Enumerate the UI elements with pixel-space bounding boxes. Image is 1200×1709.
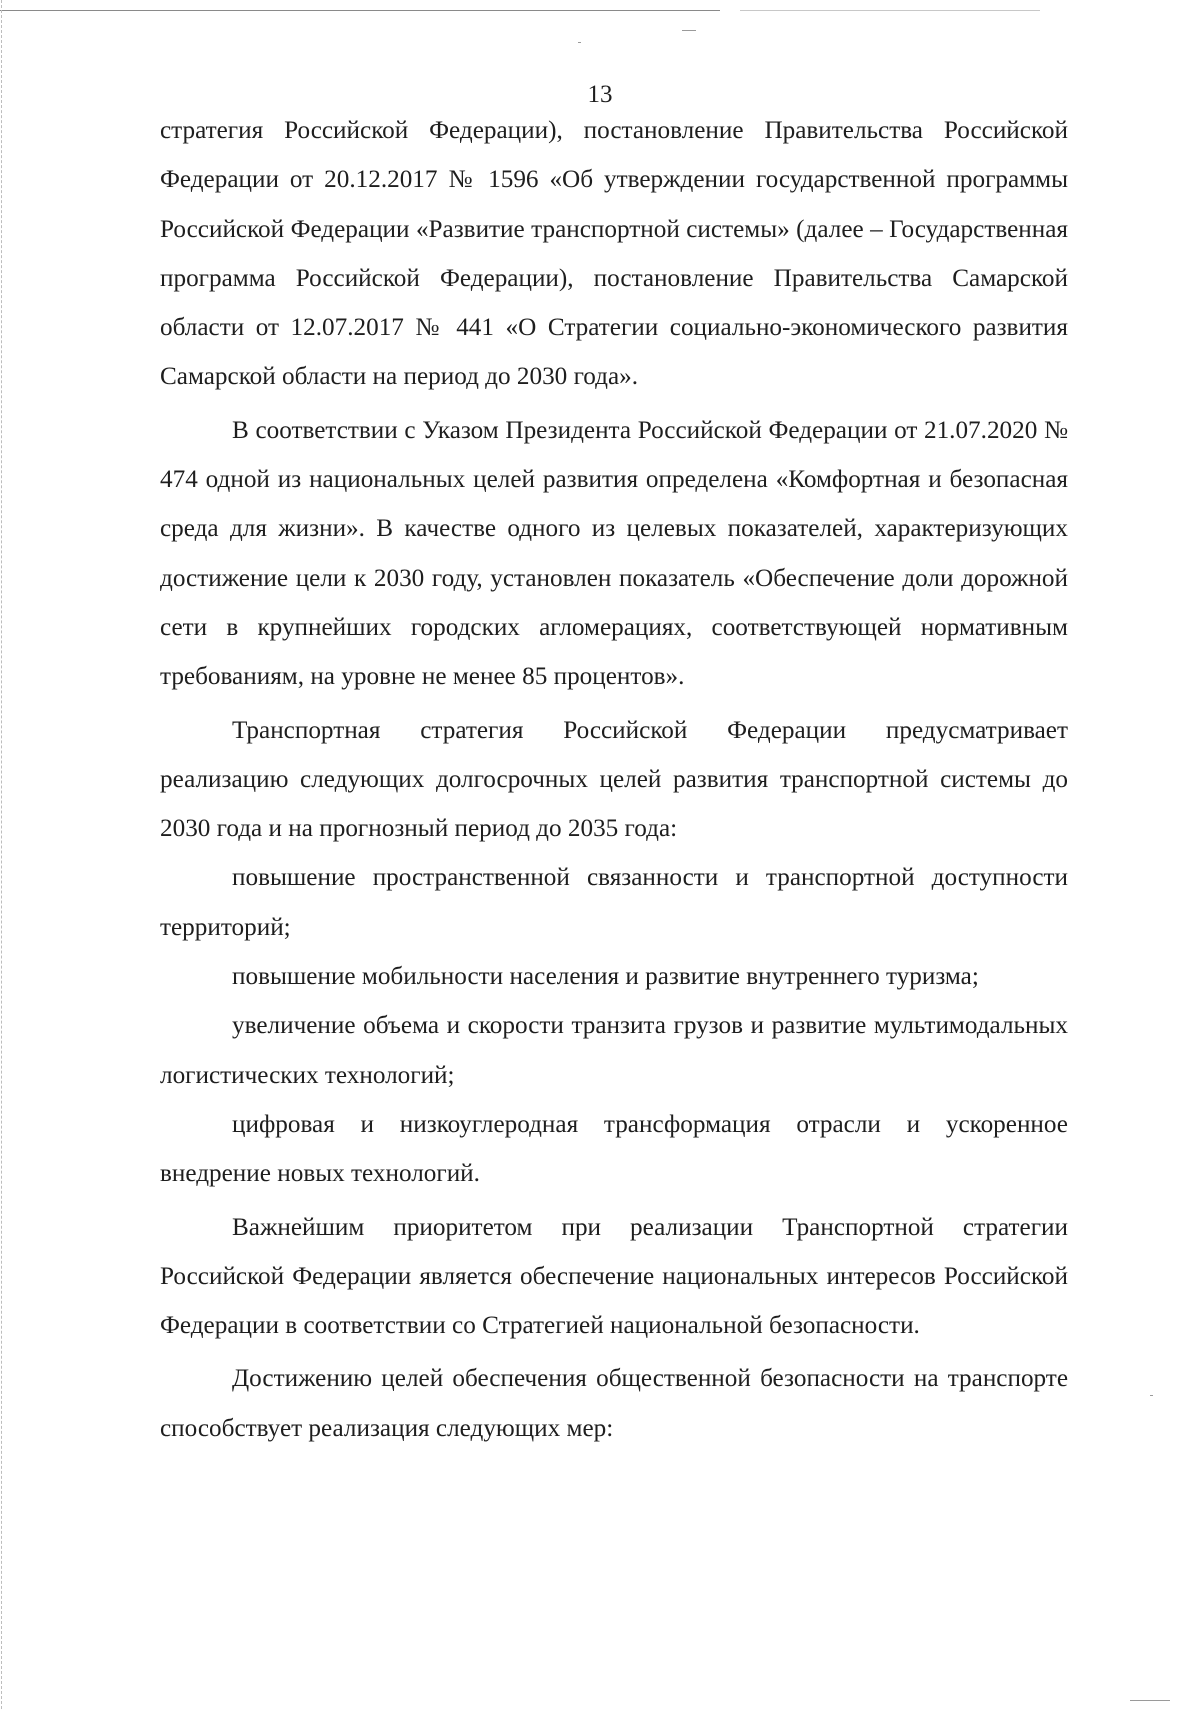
paragraph-continuation: стратегия Российской Федерации), постановление Правительства Российской Федерации от 20.12.2017 № 1596 «Об утверждении государственной программы Российской Федерации «Развитие транспортной системы» (далее – Государственная программа Российской Федерации), постановление Правительства Самарской области от 12.07.2017 № 441 «О Стратегии социально-экономического развития Самарской области на период до 2030 года». (160, 117, 1068, 391)
goal-item: повышение пространственной связанности и транспортной доступности территорий; (160, 864, 1068, 941)
scan-speck (578, 42, 581, 43)
paragraph-transport-strategy: Транспортная стратегия Российской Федерации предусматривает реализацию следующих долгосрочных целей развития транспортной системы до 2030 года и на прогнозный период до 2035 года: (160, 716, 1068, 843)
scan-edge-line (740, 10, 1040, 11)
document-body (160, 106, 1068, 1453)
goal-item: увеличение объема и скорости транзита грузов и развитие мультимодальных логистических технологий; (160, 1012, 1068, 1089)
scan-edge-line (0, 10, 720, 11)
paragraph-national-goals: В соответствии с Указом Президента Российской Федерации от 21.07.2020 № 474 одной из национальных целей развития определена «Комфортная и безопасная среда для жизни». В качестве одного из целевых показателей, характеризующих достижение цели к 2030 году, установлен показатель «Обеспечение доли дорожной сети в крупнейших городских агломерациях, соответствующей нормативным требованиям, на уровне не менее 85 процентов». (160, 416, 1068, 691)
scan-speck (1150, 1395, 1153, 1396)
goal-item: повышение мобильности населения и развитие внутреннего туризма; (232, 963, 979, 991)
scan-speck (1130, 1700, 1170, 1701)
scan-speck (682, 30, 696, 31)
paragraph-security-measures: Достижению целей обеспечения общественной безопасности на транспорте способствует реализация следующих мер: (160, 1365, 1068, 1442)
paragraph-priority: Важнейшим приоритетом при реализации Транспортной стратегии Российской Федерации является обеспечение национальных интересов Российской Федерации в соответствии со Стратегией национальной безопасности. (160, 1213, 1068, 1340)
page-number: 13 (587, 81, 613, 108)
goal-item: цифровая и низкоуглеродная трансформация отрасли и ускоренное внедрение новых технологий. (160, 1110, 1068, 1188)
scan-edge-left (1, 0, 2, 1709)
